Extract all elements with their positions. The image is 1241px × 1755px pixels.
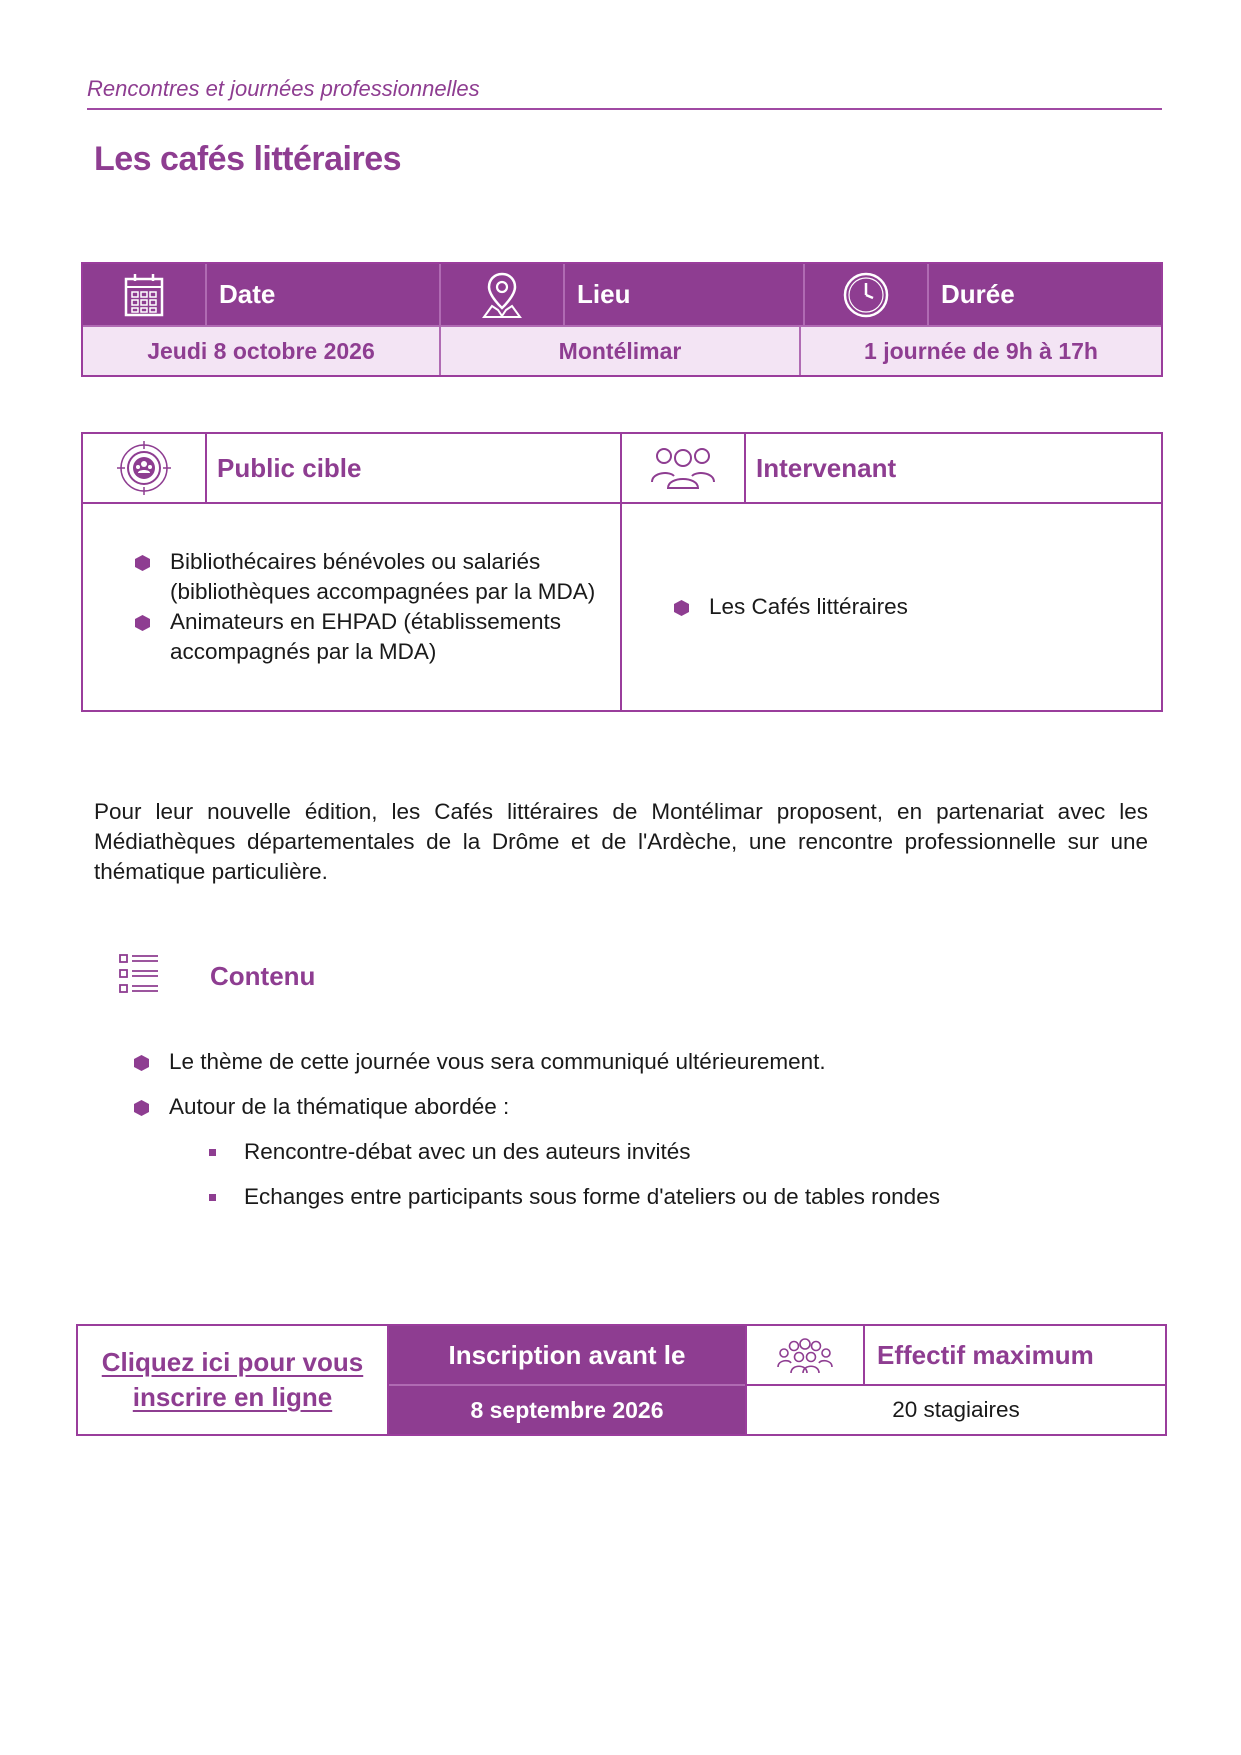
deadline-date: 8 septembre 2026 [470,1396,664,1423]
page-title: Les cafés littéraires [94,140,402,178]
list-item: Autour de la thématique abordée : [134,1092,1134,1122]
info-header-row [83,264,1161,325]
effectif-value: 20 stagiaires [892,1397,1020,1422]
public-list [135,547,620,667]
audience-body-row [83,504,1161,710]
section-title: Rencontres et journées professionnelles [87,76,480,101]
sublist-item: Echanges entre participants sous forme d'ateliers ou de tables rondes [207,1182,1134,1212]
duree-value: 1 journée de 9h à 17h [864,337,1098,364]
register-online-link[interactable] [102,1345,363,1415]
inscription-table [76,1324,1167,1436]
lieu-label: Lieu [565,264,805,325]
duree-label: Durée [941,279,1015,309]
public-label: Public cible [217,452,362,483]
sublist-item: Rencontre-débat avec un des auteurs invités [207,1137,1134,1167]
intervenant-list [674,592,1161,622]
capacity-cell [747,1326,1165,1434]
list-item: Animateurs en EHPAD (établissements accompagnés par la MDA) [135,607,620,667]
link-line-1: Cliquez ici pour vous [101,1347,364,1377]
link-line-2: inscrire en ligne [132,1382,333,1412]
clock-icon [805,264,929,325]
map-pin-icon [441,264,565,325]
list-item: Les Cafés littéraires [674,592,1161,622]
contenu-section [134,1047,1134,1227]
contenu-label: Contenu [210,961,316,991]
header-rule [87,108,1162,110]
intervenant-label: Intervenant [756,452,897,483]
group-icon [622,434,746,502]
deadline-label: Inscription avant le [389,1326,745,1386]
calendar-icon [83,264,207,325]
audience-table [81,432,1163,712]
effectif-label: Effectif maximum [877,1339,1094,1370]
date-label: Date [207,264,441,325]
target-audience-icon [83,434,207,502]
register-link-cell [78,1326,389,1434]
info-values-row [83,325,1161,375]
contenu-sublist [207,1137,1134,1212]
public-cell [83,504,622,710]
audience-header-row [83,434,1161,504]
list-item: Bibliothécaires bénévoles ou salariés (bibliothèques accompagnées par la MDA) [135,547,620,607]
lieu-value: Montélimar [441,327,801,375]
info-table [81,262,1163,377]
list-item: Le thème de cette journée vous sera communiqué ultérieurement. [134,1047,1134,1077]
page-header [87,76,1162,110]
checklist-icon [118,952,160,1001]
crowd-icon [747,1326,865,1384]
intro-paragraph: Pour leur nouvelle édition, les Cafés littéraires de Montélimar proposent, en partenariat avec les Médiathèques départementales de la Drôme et de l'Ardèche, une rencontre professionnelle sur une thématique particulière. [94,799,1148,884]
date-value: Jeudi 8 octobre 2026 [83,327,441,375]
contenu-heading [118,952,315,1001]
deadline-cell [389,1326,747,1434]
contenu-list [134,1047,1134,1122]
intervenant-cell [622,504,1161,710]
